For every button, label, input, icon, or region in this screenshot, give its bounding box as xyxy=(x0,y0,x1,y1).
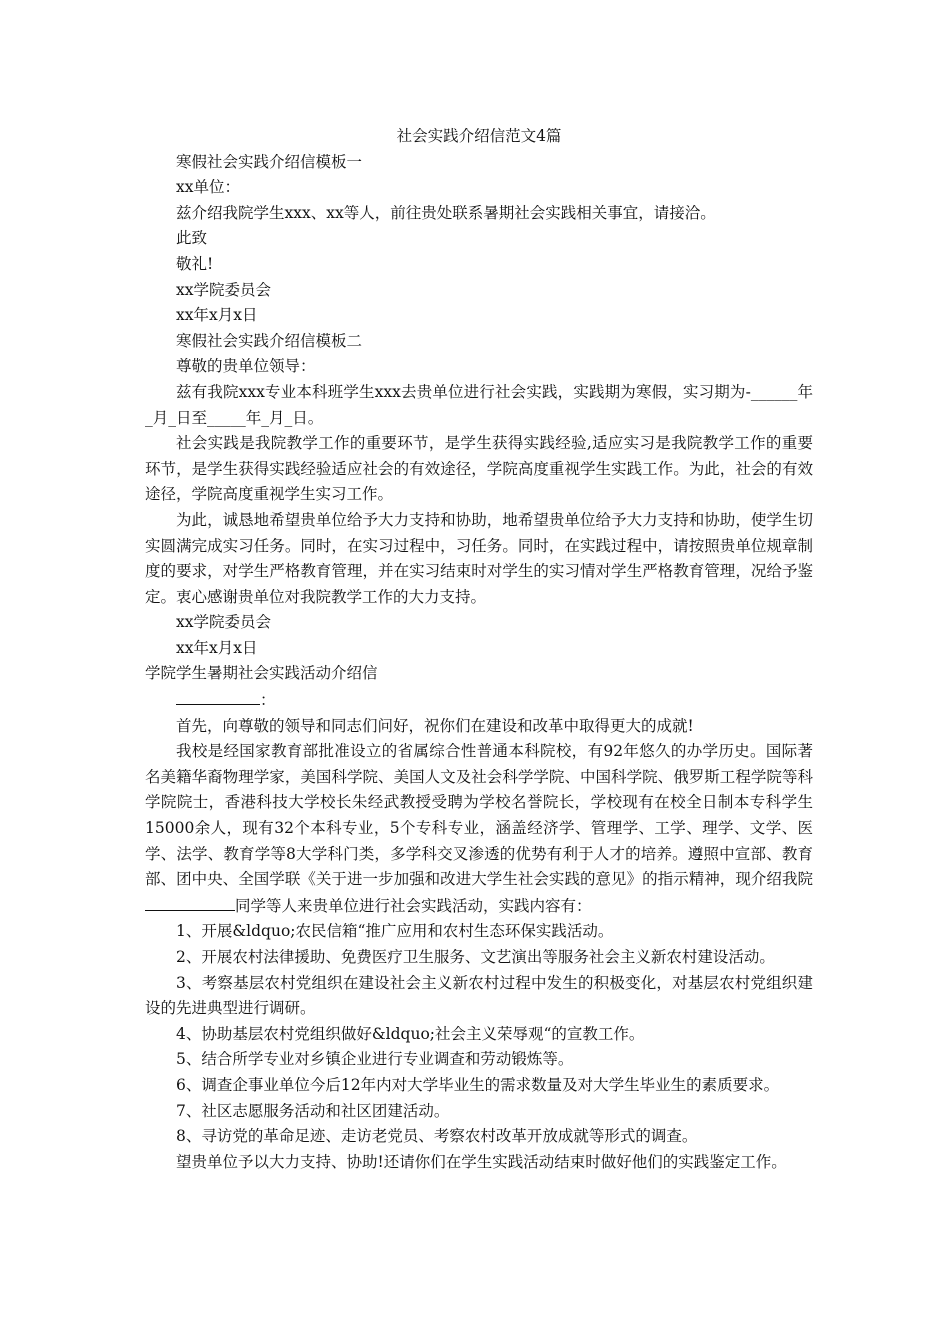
student-name-blank-line xyxy=(145,893,235,911)
template2-salutation: 尊敬的贵单位领导： xyxy=(176,357,316,376)
practice-item: 7、社区志愿服务活动和社区团建活动。 xyxy=(176,1101,450,1120)
template3-intro-text-continued: 同学等人来贵单位进行社会实践活动，实践内容有： xyxy=(235,896,592,915)
template1-closing-2: 敬礼! xyxy=(176,254,214,273)
template3-salutation xyxy=(145,687,813,714)
document-page xyxy=(145,124,813,1175)
document-title: 社会实践介绍信范文4篇 xyxy=(396,127,562,145)
practice-item: 3、考察基层农村党组织在建设社会主义新农村过程中发生的积极变化，对基层农村党组织建设的先进典型进行调研。 xyxy=(145,973,813,1018)
template2-paragraph-2: 社会实践是我院教学工作的重要环节，是学生获得实践经验,适应实习是我院教学工作的重要环节，是学生获得实践经验适应社会的有效途径，学院高度重视学生实践工作。为此，社会的有效途径，学院高度重视学生实习工作。 xyxy=(145,434,813,504)
recipient-blank-line xyxy=(176,687,260,705)
template2-paragraph-3: 为此，诚恳地希望贵单位给予大力支持和协助，地希望贵单位给予大力支持和协助，使学生切实圆满完成实习任务。同时，在实习过程中，习任务。同时，在实践过程中，请按照贵单位规章制度的要求，对学生严格教育管理，并在实习结束时对学生的实习情对学生严格教育管理，况给予鉴定。衷心感谢贵单位对我院教学工作的大力支持。 xyxy=(145,510,813,606)
practice-item: 1、开展&ldquo;农民信箱“推广应用和农村生态环保实践活动。 xyxy=(176,922,614,941)
template3-closing: 望贵单位予以大力支持、协助!还请你们在学生实践活动结束时做好他们的实践鉴定工作。 xyxy=(176,1152,787,1171)
template1-heading: 寒假社会实践介绍信模板一 xyxy=(176,152,363,171)
template1-closing-1: 此致 xyxy=(176,229,208,248)
template3-heading: 学院学生暑期社会实践活动介绍信 xyxy=(145,664,378,683)
practice-item: 4、协助基层农村党组织做好&ldquo;社会主义荣辱观“的宣教工作。 xyxy=(176,1024,645,1043)
template2-date: xx年x月x日 xyxy=(176,638,258,657)
template2-signature: xx学院委员会 xyxy=(176,613,271,632)
template3-intro xyxy=(145,739,813,919)
template1-salutation: xx单位： xyxy=(176,178,240,197)
practice-item: 5、结合所学专业对乡镇企业进行专业调查和劳动锻炼等。 xyxy=(176,1050,574,1069)
template3-greeting: 首先，向尊敬的领导和同志们问好，祝你们在建设和改革中取得更大的成就! xyxy=(176,716,694,735)
template2-paragraph-1: 兹有我院xxx专业本科班学生xxx去贵单位进行社会实践，实践期为寒假，实习期为-______年_月_日至_____年_月_日。 xyxy=(145,382,813,427)
template3-salutation-colon: ： xyxy=(260,691,276,710)
practice-item: 6、调查企事业单位今后12年内对大学毕业生的需求数量及对大学生毕业生的素质要求。 xyxy=(176,1075,780,1094)
practice-item: 2、开展农村法律援助、免费医疗卫生服务、文艺演出等服务社会主义新农村建设活动。 xyxy=(176,948,775,966)
template1-signature: xx学院委员会 xyxy=(176,280,271,299)
template1-body: 兹介绍我院学生xxx、xx等人，前往贵处联系暑期社会实践相关事宜，请接洽。 xyxy=(176,203,716,222)
template2-heading: 寒假社会实践介绍信模板二 xyxy=(176,331,363,350)
template1-date: xx年x月x日 xyxy=(176,306,258,325)
template3-intro-text: 我校是经国家教育部批准设立的省属综合性普通本科院校，有92年悠久的办学历史。国际著名美籍华裔物理学家，美国科学院、美国人文及社会科学学院、中国科学院、俄罗斯工程学院等科学院院士，香港科技大学校长朱经武教授受聘为学校名誉院长，学校现有在校全日制本专科学生15000余人，现有32个本科专业，5个专科专业，涵盖经济学、管理学、工学、理学、文学、医学、法学、教育学等8大学科门类，多学科交叉渗透的优势有利于人才的培养。遵照中宣部、教育部、团中央、全国学联《关于进一步加强和改进大学生社会实践的意见》的指示精神，现介绍我院 xyxy=(145,742,813,889)
practice-item: 8、寻访党的革命足迹、走访老党员、考察农村改革开放成就等形式的调查。 xyxy=(176,1127,698,1146)
